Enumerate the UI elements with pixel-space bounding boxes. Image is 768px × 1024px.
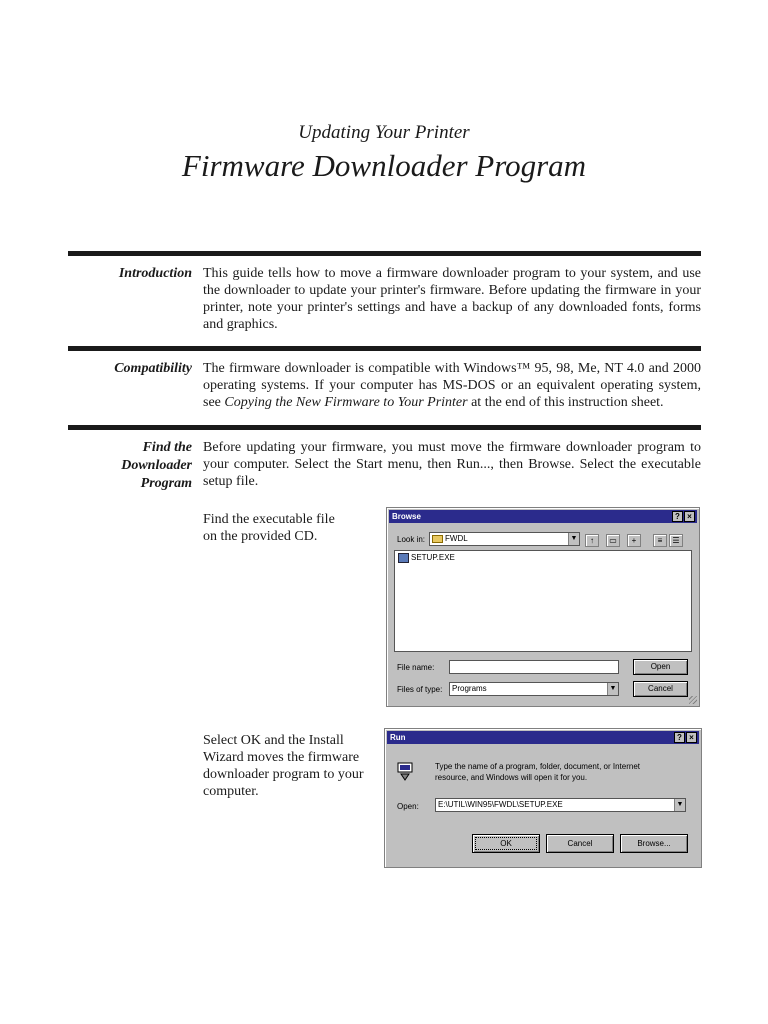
browse-button[interactable]: Browse... xyxy=(620,834,688,853)
help-button[interactable]: ? xyxy=(672,511,683,522)
file-list-item[interactable] xyxy=(398,553,455,563)
look-in-label: Look in: xyxy=(397,535,426,544)
close-button[interactable]: × xyxy=(686,732,697,743)
introduction-body: This guide tells how to move a firmware downloader program to your system, and use the downloader to update your printer's firmware. Before updating the firmware in your printer, note your printer's settings and have a backup of any downloaded fonts, forms and graphics. xyxy=(203,266,701,332)
run-dialog xyxy=(384,728,702,868)
find-program-label-line: Program xyxy=(140,476,192,491)
browse-dialog-title: Browse xyxy=(392,512,421,521)
compatibility-label: Compatibility xyxy=(114,361,192,376)
section-rule xyxy=(68,251,701,256)
file-name: SETUP.EXE xyxy=(411,553,455,563)
look-in-value: FWDL xyxy=(445,534,468,543)
look-in-select[interactable] xyxy=(429,532,580,546)
chevron-down-icon[interactable]: ▼ xyxy=(568,533,579,545)
details-view-icon[interactable]: ☰ xyxy=(669,534,683,547)
list-view-icon[interactable]: ≡ xyxy=(653,534,667,547)
file-list[interactable] xyxy=(394,550,692,652)
find-program-body: Before updating your firmware, you must move the firmware downloader program to your computer. Select the Start menu, then Run..., then Browse. Select the executable setup file. xyxy=(203,440,701,489)
browse-dialog-titlebar xyxy=(389,510,697,523)
chevron-down-icon[interactable]: ▼ xyxy=(607,683,618,695)
caption-line: Find the executable file xyxy=(203,512,335,527)
files-of-type-select[interactable] xyxy=(449,682,619,696)
up-folder-icon[interactable]: ↑ xyxy=(585,534,599,547)
new-folder-icon[interactable]: + xyxy=(627,534,641,547)
help-button[interactable]: ? xyxy=(674,732,685,743)
compatibility-text-end: at the end of this instruction sheet. xyxy=(467,395,664,410)
open-value: E:\UTIL\WIN95\FWDL\SETUP.EXE xyxy=(438,800,563,809)
run-dialog-title: Run xyxy=(390,733,406,742)
folder-icon xyxy=(432,535,443,543)
page-subtitle: Updating Your Printer xyxy=(298,122,470,143)
caption-line: computer. xyxy=(203,784,259,799)
run-message xyxy=(435,761,640,783)
browse-dialog xyxy=(386,507,700,707)
ok-button[interactable]: OK xyxy=(472,834,540,853)
find-program-label-line: Find the xyxy=(142,440,192,455)
caption-line: Select OK and the Install xyxy=(203,733,344,748)
open-input[interactable] xyxy=(435,798,686,812)
resize-grip-icon[interactable] xyxy=(689,696,697,704)
run-program-icon xyxy=(397,761,415,781)
find-program-label-line: Downloader xyxy=(121,458,192,473)
open-button[interactable]: Open xyxy=(633,659,688,675)
files-of-type-label: Files of type: xyxy=(397,685,443,694)
desktop-icon[interactable]: ▭ xyxy=(606,534,620,547)
run-caption xyxy=(203,732,364,800)
files-of-type-value: Programs xyxy=(452,684,487,693)
browse-caption xyxy=(203,511,335,545)
chevron-down-icon[interactable]: ▼ xyxy=(674,799,685,811)
compatibility-body xyxy=(203,360,701,411)
find-program-label xyxy=(68,439,192,493)
file-name-input[interactable] xyxy=(449,660,619,674)
section-rule xyxy=(68,425,701,430)
file-name-label: File name: xyxy=(397,663,435,672)
page-title: Firmware Downloader Program xyxy=(181,148,587,183)
introduction-label: Introduction xyxy=(118,266,192,281)
cancel-button[interactable]: Cancel xyxy=(546,834,614,853)
cancel-button[interactable]: Cancel xyxy=(633,681,688,697)
caption-line: downloader program to your xyxy=(203,767,364,782)
section-rule xyxy=(68,346,701,351)
executable-icon xyxy=(398,553,409,563)
open-label: Open: xyxy=(397,802,419,811)
compatibility-reference: Copying the New Firmware to Your Printer xyxy=(224,395,468,410)
run-message-line: Type the name of a program, folder, document, or Internet xyxy=(435,762,641,771)
compatibility-text: The firmware downloader is compatible with Windows™ 95, 98, Me, NT 4.0 and 2000 operating systems. If your computer has MS-DOS or an equivalent operating system, see xyxy=(203,361,701,410)
caption-line: on the provided CD. xyxy=(203,529,318,544)
caption-line: Wizard moves the firmware xyxy=(203,750,360,765)
run-dialog-titlebar xyxy=(387,731,699,744)
close-button[interactable]: × xyxy=(684,511,695,522)
run-message-line: resource, and Windows will open it for you. xyxy=(435,773,588,782)
